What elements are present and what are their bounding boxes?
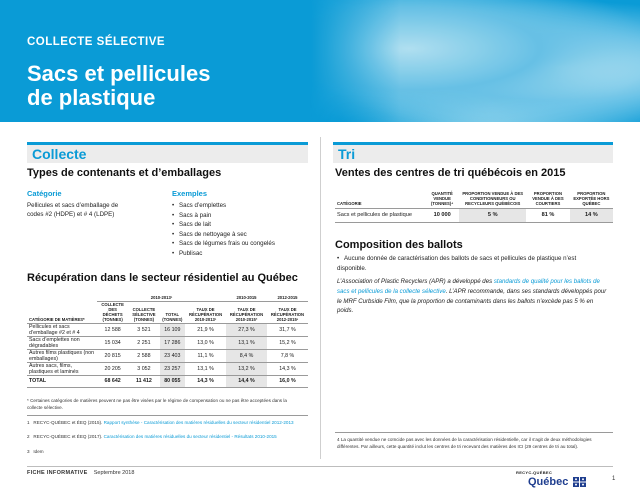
row-label: TOTAL bbox=[27, 375, 97, 387]
footnote bbox=[27, 449, 302, 456]
column-header: CATÉGORIE DE MATIÈRES* bbox=[27, 301, 97, 323]
group-header: 2010-2015 bbox=[226, 293, 267, 301]
table-cell: 31,7 % bbox=[267, 323, 308, 336]
category-text-line: Pellicules et sacs d’emballage de bbox=[27, 202, 119, 209]
column-separator bbox=[320, 137, 321, 459]
table-cell: 23 257 bbox=[160, 362, 185, 375]
list-item: • Sacs de nettoyage à sec bbox=[172, 230, 275, 240]
plastic-bags-photo bbox=[310, 0, 640, 122]
paragraph-text: . L’APR recommande, dans ses standards développés pour le MRF Curbside Film, que la proportion de contaminants dans les ballots n’excède pas 5 % en poids. bbox=[337, 287, 607, 315]
apr-paragraph bbox=[337, 277, 609, 316]
footnote-number: 1 bbox=[27, 420, 30, 425]
row-label: Autres films plastiques (non emballages) bbox=[27, 349, 97, 362]
list-item: • Sacs à pain bbox=[172, 211, 275, 221]
table-cell: 80 055 bbox=[160, 375, 185, 387]
footnote-text: RECYC-QUÉBEC et ÉEQ (2017). bbox=[33, 434, 104, 439]
list-item: • Aucune donnée de caractérisation des ballots de sacs et pellicules de plastique n’est disponible. bbox=[337, 254, 607, 273]
table-cell: 14,3 % bbox=[185, 375, 226, 387]
column-header: CATÉGORIE bbox=[335, 186, 425, 208]
table-cell: 14 % bbox=[570, 208, 613, 222]
logo-small-text: RECYC-QUÉBEC bbox=[516, 470, 553, 475]
table-cell: 8,4 % bbox=[226, 349, 267, 362]
kicker: COLLECTE SÉLECTIVE bbox=[27, 36, 166, 48]
column-header: COLLECTE SÉLECTIVE (TONNES) bbox=[128, 301, 159, 323]
footnote bbox=[27, 420, 302, 427]
table-cell: 12 588 bbox=[97, 323, 128, 336]
section-title: Tri bbox=[338, 146, 356, 162]
table-cell: 13,0 % bbox=[185, 336, 226, 349]
standards-link[interactable]: standards de qualité pour les ballots de sacs et pellicules de la collecte sélective bbox=[337, 278, 600, 295]
table-title: Récupération dans le secteur résidentiel au Québec bbox=[27, 272, 298, 284]
footnote-number: 3 bbox=[27, 449, 30, 454]
table-cell: 10 000 bbox=[425, 208, 459, 222]
row-label: Sacs et pellicules de plastique bbox=[335, 208, 425, 222]
subtitle-types: Types de contenants et d’emballages bbox=[27, 167, 222, 179]
footer-label: FICHE INFORMATIVE bbox=[27, 470, 88, 476]
footnote-divider bbox=[27, 415, 308, 416]
table-total-row bbox=[27, 375, 308, 387]
group-header: 2010-2013¹ bbox=[97, 293, 226, 301]
row-label: Pellicules et sacs d’emballage #2 et # 4 bbox=[27, 323, 97, 336]
footnote-link[interactable]: Rapport synthèse - Caractérisation des matières résiduelles du secteur résidentiel 2012-2013 bbox=[103, 420, 294, 425]
examples-label: Exemples bbox=[172, 189, 208, 198]
table-cell: 2 588 bbox=[128, 349, 159, 362]
column-header: TAUX DE RÉCUPÉRATION 2012-2015³ bbox=[267, 301, 308, 323]
table-cell: 15 034 bbox=[97, 336, 128, 349]
table-cell: 16,0 % bbox=[267, 375, 308, 387]
column-header: PROPORTION VENDUE À DES CONDITIONNEURS OU RECYCLEURS QUÉBÉCOIS bbox=[459, 186, 526, 208]
table-cell: 13,1 % bbox=[185, 362, 226, 375]
table-note: * Certaines catégories de matières peuvent ne pas être visées par le régime de compensation ou ne pas être acceptées dans la collecte sélective. bbox=[27, 398, 287, 410]
composition-list bbox=[337, 254, 607, 273]
table-cell: 3 521 bbox=[128, 323, 159, 336]
table-cell: 3 052 bbox=[128, 362, 159, 375]
category-text-line: codes #2 (HDPE) et # 4 (LDPE) bbox=[27, 211, 115, 218]
table-cell: 14,4 % bbox=[226, 375, 267, 387]
table-cell: 20 205 bbox=[97, 362, 128, 375]
table-cell: 5 % bbox=[459, 208, 526, 222]
column-header: PROPORTION VENDUE À DES COURTIERS bbox=[526, 186, 570, 208]
section-collecte bbox=[27, 142, 308, 163]
logo-big-text: Québec bbox=[528, 476, 569, 488]
page-title bbox=[27, 62, 210, 110]
group-header: 2012-2015 bbox=[267, 293, 308, 301]
header-banner bbox=[0, 0, 640, 122]
examples-list bbox=[172, 201, 275, 258]
subtitle-sales: Ventes des centres de tri québécois en 2015 bbox=[335, 167, 566, 179]
table-cell: 11,1 % bbox=[185, 349, 226, 362]
footnote-4: 4 La quantité vendue ne coïncide pas avec les données de la caractérisation résidentielle, car il s’agit de deux méthodologies différentes. Par ailleurs, cette quantité inclut les centres de tri recevant des matières des ICI (29 centres de tri au total). bbox=[337, 437, 592, 449]
list-item: • Sacs d’emplettes bbox=[172, 201, 275, 211]
table-cell: 81 % bbox=[526, 208, 570, 222]
table-row bbox=[335, 208, 613, 222]
list-item: • Sacs de lait bbox=[172, 220, 275, 230]
footnote-link[interactable]: Caractérisation des matières résiduelles du secteur résidentiel - Résultats 2010-2015 bbox=[103, 434, 277, 439]
footnote-text: Idem bbox=[33, 449, 44, 454]
table-cell: 23 403 bbox=[160, 349, 185, 362]
column-header: QUANTITÉ VENDUE (TONNES)⁴ bbox=[425, 186, 459, 208]
table-cell: 17 286 bbox=[160, 336, 185, 349]
row-label: Sacs d’emplettes non dégradables bbox=[27, 336, 97, 349]
footnote-divider bbox=[335, 432, 613, 433]
footnote-number: 2 bbox=[27, 434, 30, 439]
title-line-1: Sacs et pellicules bbox=[27, 61, 211, 86]
title-line-2: de plastique bbox=[27, 85, 156, 110]
table-cell: 13,1 % bbox=[226, 336, 267, 349]
category-text bbox=[27, 201, 118, 219]
table-cell: 7,8 % bbox=[267, 349, 308, 362]
composition-title: Composition des ballots bbox=[335, 239, 463, 251]
list-item: • Sacs de légumes frais ou congelés bbox=[172, 239, 275, 249]
column-header: TOTAL (TONNES) bbox=[160, 301, 185, 323]
table-cell: 68 642 bbox=[97, 375, 128, 387]
group-spacer bbox=[27, 293, 97, 301]
footnote-text: RECYC-QUÉBEC et ÉEQ (2015). bbox=[33, 420, 104, 425]
footer-info bbox=[27, 470, 134, 476]
table-cell: 16 109 bbox=[160, 323, 185, 336]
table-cell: 2 251 bbox=[128, 336, 159, 349]
list-item: • Publisac bbox=[172, 249, 275, 259]
table-cell: 13,2 % bbox=[226, 362, 267, 375]
table-cell: 27,3 % bbox=[226, 323, 267, 336]
column-header: TAUX DE RÉCUPÉRATION 2010-2013¹ bbox=[185, 301, 226, 323]
table-cell: 11 412 bbox=[128, 375, 159, 387]
table-cell: 21,9 % bbox=[185, 323, 226, 336]
column-header: TAUX DE RÉCUPÉRATION 2010-2015² bbox=[226, 301, 267, 323]
fleur-de-lis-flag-icon bbox=[573, 477, 586, 487]
table-row bbox=[27, 323, 308, 336]
footer-date: Septembre 2018 bbox=[93, 470, 135, 476]
sales-table bbox=[335, 186, 613, 223]
table-row bbox=[27, 336, 308, 349]
recovery-table bbox=[27, 293, 308, 388]
recyc-quebec-logo bbox=[516, 470, 596, 490]
page-number: 1 bbox=[612, 476, 616, 482]
table-cell: 15,2 % bbox=[267, 336, 308, 349]
footnote bbox=[27, 434, 302, 441]
table-row bbox=[27, 362, 308, 375]
section-tri bbox=[333, 142, 613, 163]
table-cell: 20 815 bbox=[97, 349, 128, 362]
footer-divider bbox=[27, 466, 613, 467]
column-header: PROPORTION EXPORTÉE HORS QUÉBEC bbox=[570, 186, 613, 208]
table-row bbox=[27, 349, 308, 362]
section-title: Collecte bbox=[32, 146, 87, 162]
category-label: Catégorie bbox=[27, 189, 62, 198]
paragraph-text: L’Association of Plastic Recyclers (APR) a développé des bbox=[337, 278, 494, 285]
table-cell: 14,3 % bbox=[267, 362, 308, 375]
row-label: Autres sacs, films, plastiques et laminés bbox=[27, 362, 97, 375]
column-header: COLLECTE DES DÉCHETS (TONNES) bbox=[97, 301, 128, 323]
